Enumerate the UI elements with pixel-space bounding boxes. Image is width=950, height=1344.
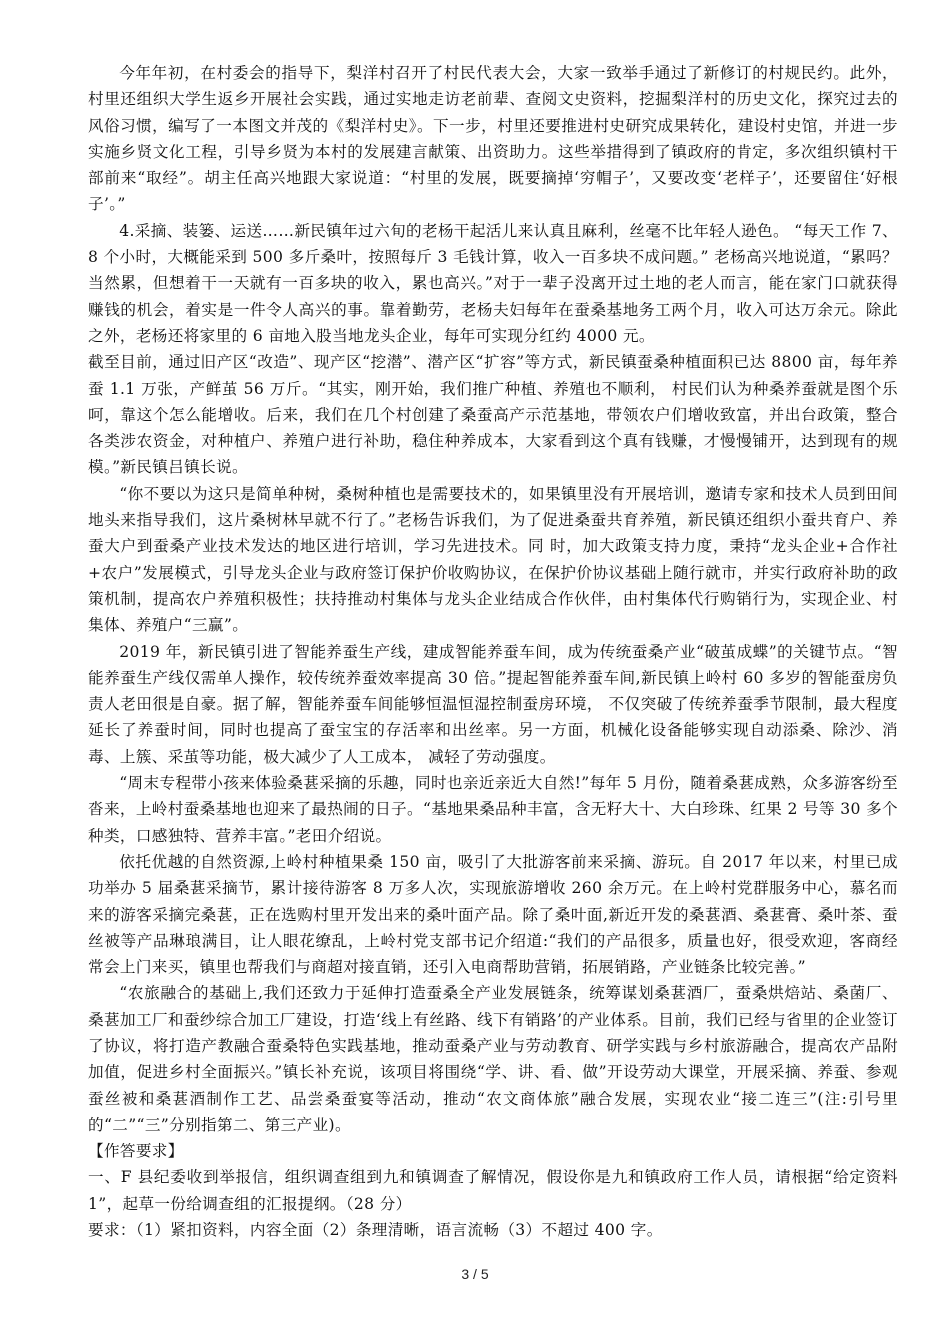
page-number: 3 / 5 bbox=[461, 1266, 489, 1282]
paragraph-planting-area: 截至目前，通过旧产区“改造”、现产区“挖潜”、潜产区“扩容”等方式，新民镇蚕桑种植面积已达 8800 亩，每年养蚕 1.1 万张，产鲜茧 56 万斤。“其实，刚开始，我们推广种植、养殖也不顺利， 村民们认为种桑养蚕就是图个乐呵，靠这个怎么能增收。后来，我们在几个村创建了桑蚕高产示范基地，带领农户们增收致富，并出台政策，整合各类涉农资金，对种植户、养殖户进行补助，稳住种养成本，大家看到这个真有钱赚，才慢慢铺开，达到现有的规模。”新民镇吕镇长说。 bbox=[88, 353, 898, 477]
requirements-text: 要求：（1）紧扣资料，内容全面（2）条理清晰，语言流畅（3）不超过 400 字。 bbox=[88, 1221, 663, 1240]
requirements-heading: 【作答要求】 bbox=[88, 1142, 184, 1161]
document-body bbox=[88, 60, 898, 1243]
paragraph-tourism: 依托优越的自然资源,上岭村种植果桑 150 亩，吸引了大批游客前来采摘、游玩。自 2017 年以来，村里已成功举办 5 届桑葚采摘节，累计接待游客 8 万多人次，实现旅游增收 260 余万元。在上岭村党群服务中心，慕名而来的游客采摘完桑葚，正在选购村里开发出来的桑叶面产品。除了桑叶面,新近开发的桑葚酒、桑葚膏、桑叶茶、蚕丝被等产品琳琅满目，让人眼花缭乱，上岭村党支部书记介绍道:“我们的产品很多，质量也好，很受欢迎，客商经常会上门来买，镇里也帮我们与商超对接直销，还引入电商帮助营销，拓展销路，产业链条比较完善。” bbox=[88, 852, 898, 977]
paragraph-mulberry-picking: “周末专程带小孩来体验桑葚采摘的乐趣，同时也亲近亲近大自然!”每年 5 月份，随着桑葚成熟，众多游客纷至沓来，上岭村蚕桑基地也迎来了最热闹的日子。“基地果桑品种丰富，含无籽大十、大白珍珠、红果 2 号等 30 多个种类，口感独特、营养丰富。”老田介绍说。 bbox=[88, 774, 898, 845]
paragraph-old-yang: 4.采摘、装篓、运送……新民镇年过六旬的老杨干起活儿来认真且麻利，丝毫不比年轻人逊色。 “每天工作 7、8 个小时，大概能采到 500 多斤桑叶，按照每斤 3 毛钱计算，收入一百多块不成问题。” 老杨高兴地说道，“累吗？当然累，但想着干一天就有一百多块的收入，累也高兴。”对于一辈子没离开过土地的老人而言，能在家门口就获得赚钱的机会，着实是一件令人高兴的事。靠着勤劳，老杨夫妇每年在蚕桑基地务工两个月，收入可达万余元。除此之外，老杨还将家里的 6 亩地入股当地龙头企业，每年可实现分红约 4000 元。 bbox=[88, 221, 898, 345]
question-text: 一、F 县纪委收到举报信，组织调查组到九和镇调查了解情况，假设你是九和镇政府工作人员，请根据“给定资料 1”，起草一份给调查组的汇报提纲。（28 分） bbox=[88, 1168, 898, 1213]
paragraph-training: “你不要以为这只是简单种树，桑树种植也是需要技术的，如果镇里没有开展培训，邀请专家和技术人员到田间地头来指导我们，这片桑树林早就不行了。”老杨告诉我们，为了促进桑蚕共育养殖，新民镇还组织小蚕共育户、养蚕大户到蚕桑产业技术发达的地区进行培训，学习先进技术。同 时，加大政策支持力度，秉持“龙头企业+合作社+农户”发展模式，引导龙头企业与政府签订保护价收购协议，在保护价协议基础上随行就市，并实行政府补助的政策机制，提高农户养殖积极性；扶持推动村集体与龙头企业结成合作伙伴，由村集体代行购销行为，实现企业、村集体、养殖户“三赢”。 bbox=[88, 484, 898, 635]
paragraph-industry-chain: “农旅融合的基础上,我们还致力于延伸打造蚕桑全产业发展链条，统筹谋划桑葚酒厂，蚕桑烘焙站、桑菌厂、桑葚加工厂和蚕纱综合加工厂建设，打造‘线上有丝路、线下有销路’的产业体系。目前，我们已经与省里的企业签订了协议，将打造产教融合蚕桑特色实践基地，推动蚕桑产业与劳动教育、研学实践与乡村旅游融合，提高农产品附加值，促进乡村全面振兴。”镇长补充说，该项目将围绕“学、讲、看、做”开设劳动大课堂，开展采摘、养蚕、参观蚕丝被和桑葚酒制作工艺、品尝桑蚕宴等活动，推动“农文商体旅”融合发展，实现农业“接二连三”(注:引号里的“二”“三”分别指第二、第三产业)。 bbox=[88, 984, 898, 1134]
paragraph-village-rules: 今年年初，在村委会的指导下，梨洋村召开了村民代表大会，大家一致举手通过了新修订的村规民约。此外，村里还组织大学生返乡开展社会实践，通过实地走访老前辈、查阅文史资料，挖掘梨洋村的历史文化，探究过去的风俗习惯，编写了一本图文并茂的《梨洋村史》。下一步，村里还要推进村史研究成果转化，建设村史馆，并进一步实施乡贤文化工程，引导乡贤为本村的发展建言献策、出资助力。这些举措得到了镇政府的肯定，多次组织镇村干部前来“取经”。胡主任高兴地跟大家说道：“村里的发展，既要摘掉‘穷帽子’，又要改变‘老样子’，还要留住‘好根子’。” bbox=[88, 64, 898, 214]
paragraph-smart-workshop: 2019 年，新民镇引进了智能养蚕生产线，建成智能养蚕车间，成为传统蚕桑产业“破茧成蝶”的关键节点。“智能养蚕生产线仅需单人操作，较传统养蚕效率提高 30 倍。”提起智能养蚕车间,新民镇上岭村 60 多岁的智能蚕房负责人老田很是自豪。据了解，智能养蚕车间能够恒温恒湿控制蚕房环境， 不仅突破了传统养蚕季节限制，最大程度延长了养蚕时间，同时也提高了蚕宝宝的存活率和出丝率。另一方面，机械化设备能够实现自动添桑、除沙、消毒、上簇、采茧等功能，极大减少了人工成本， 减轻了劳动强度。 bbox=[88, 642, 898, 766]
